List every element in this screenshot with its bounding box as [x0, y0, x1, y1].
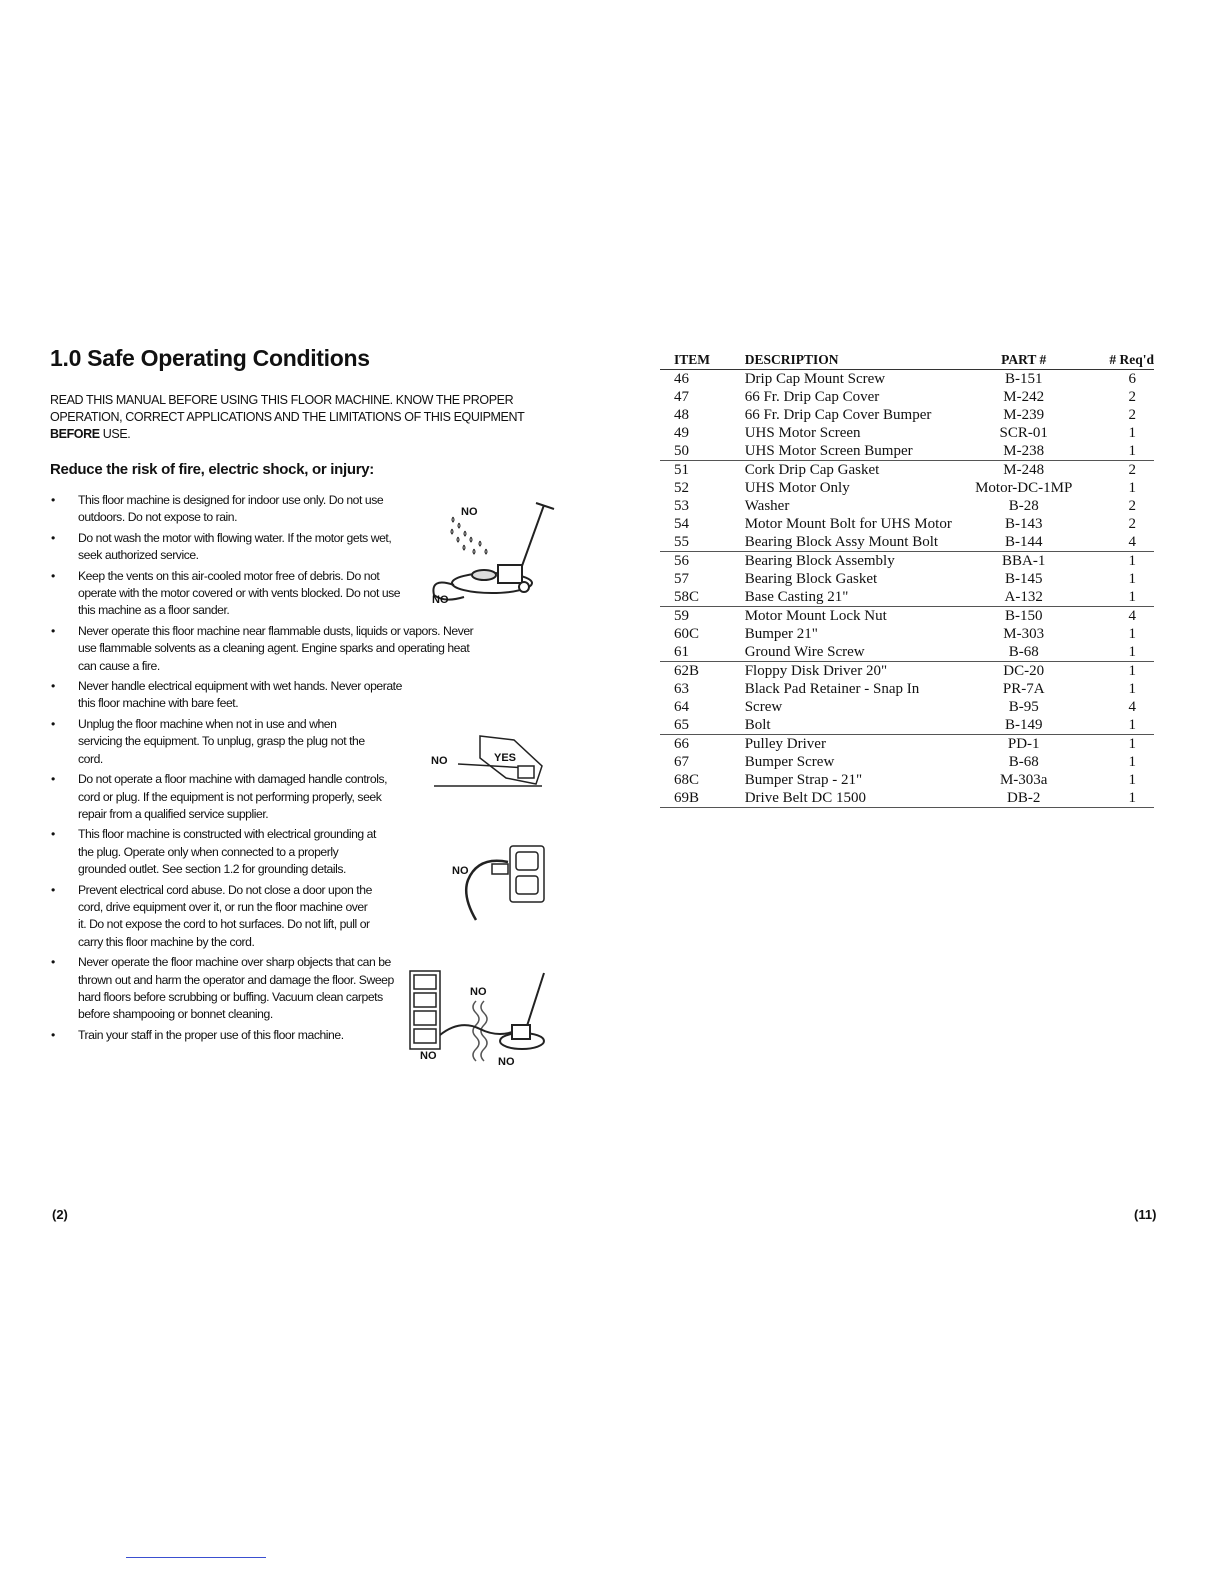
cell-part-number: B-144	[970, 533, 1078, 552]
col-req-header: # Req'd	[1078, 352, 1155, 370]
table-row	[660, 771, 1154, 789]
cell-item: 61	[660, 643, 745, 662]
table-row	[660, 570, 1154, 588]
table-row	[660, 533, 1154, 552]
cell-part-number: B-149	[970, 716, 1078, 735]
cell-qty-required: 1	[1128, 754, 1136, 770]
cell-qty-required: 4	[1078, 533, 1155, 552]
cell-description: Black Pad Retainer - Snap In	[744, 681, 920, 697]
cell-qty-required: 1	[1078, 716, 1155, 735]
cell-item: 68C	[674, 772, 700, 788]
cell-qty-required: 1	[1078, 588, 1155, 607]
cell-part-number: Motor-DC-1MP	[975, 480, 1073, 496]
col-item-header: ITEM	[660, 352, 745, 370]
safety-item: • This floor machine is designed for indoor use only. Do not use outdoors. Do not expose to rain.	[50, 492, 418, 527]
cell-description: Base Casting 21"	[745, 588, 970, 607]
unplug-illustration	[428, 728, 548, 790]
cell-qty-required: 1	[1128, 772, 1136, 788]
cell-part-number: M-303a	[999, 772, 1048, 788]
cell-item: 52	[674, 480, 689, 496]
cell-qty-required: 1	[1128, 553, 1136, 569]
cell-part-number: M-238	[970, 442, 1078, 461]
cell-part-number: PR-7A	[1002, 681, 1045, 697]
cell-part-number: DB-2	[970, 789, 1078, 808]
table-row	[660, 497, 1154, 515]
cell-part-number: B-150	[1004, 608, 1043, 624]
safety-item: • Never operate the floor machine over sharp objects that can be thrown out and harm the operator and damage the floor. Sweep hard floors before scrubbing or buffing. Vacuum clean carpets before shampooing or bonnet cleaning.	[50, 954, 398, 1024]
cell-description: Motor Mount Lock Nut	[744, 608, 887, 624]
cell-item: 46	[674, 371, 689, 387]
table-row	[660, 753, 1154, 771]
cell-part-number: B-28	[1008, 498, 1039, 514]
cell-qty-required: 1	[1078, 442, 1155, 461]
cell-description: Pulley Driver	[744, 736, 826, 752]
cell-item: 55	[660, 533, 745, 552]
cell-part-number: B-143	[1004, 516, 1043, 532]
table-row	[660, 479, 1154, 497]
cell-description: 66 Fr. Drip Cap Cover	[744, 389, 880, 405]
cell-part-number: B-68	[970, 643, 1078, 662]
cell-qty-required: 1	[1128, 425, 1136, 441]
table-header-row	[660, 352, 1154, 370]
parts-table-body	[660, 370, 1154, 808]
table-row	[660, 716, 1154, 735]
intro-paragraph	[50, 392, 570, 443]
plug-no-label: NO	[431, 755, 448, 767]
page-number-right: (11)	[1134, 1207, 1157, 1222]
table-row	[660, 552, 1154, 571]
cell-qty-required: 4	[1128, 608, 1136, 624]
safety-item: • Unplug the floor machine when not in use and when servicing the equipment. To unplug, grasp the plug not the cord.	[50, 716, 378, 768]
table-row	[660, 442, 1154, 461]
cell-description: UHS Motor Screen Bumper	[745, 442, 970, 461]
cord-no-label-3: NO	[498, 1056, 515, 1067]
intro-text-2: USE.	[99, 427, 131, 441]
cell-item: 66	[674, 736, 689, 752]
outlet-illustration	[450, 842, 550, 924]
cell-part-number: M-303	[1003, 626, 1045, 642]
cell-qty-required: 1	[1128, 681, 1136, 697]
floor-machine-icon	[440, 973, 544, 1049]
cell-item: 48	[674, 407, 689, 423]
safety-item: • Prevent electrical cord abuse. Do not close a door upon the cord, drive equipment over it, or run the floor machine over it. Do not expose the cord to hot surfaces. Do not lift, pull or carry this floor machine by the cord.	[50, 882, 378, 952]
table-row	[660, 625, 1154, 643]
plug-yes-label: YES	[494, 752, 517, 764]
cell-qty-required: 1	[1128, 736, 1136, 752]
hand-plug-icon	[434, 736, 542, 786]
cell-qty-required: 1	[1078, 643, 1155, 662]
cell-part-number: BBA-1	[1002, 553, 1046, 569]
rain-no-label-2: NO	[432, 594, 449, 606]
cell-item: 59	[674, 608, 689, 624]
cell-description: Cork Drip Cap Gasket	[744, 462, 880, 478]
cell-description: Motor Mount Bolt for UHS Motor	[744, 516, 952, 532]
intro-bold: BEFORE	[50, 427, 100, 441]
cell-qty-required: 2	[1128, 516, 1136, 532]
cell-description: Bumper Screw	[744, 754, 835, 770]
cell-item: 67	[674, 754, 689, 770]
intro-text-1: READ THIS MANUAL BEFORE USING THIS FLOOR MACHINE. KNOW THE PROPER OPERATION, CORRECT APPLICATIONS AND THE LIMITATIONS OF THIS EQUIPMENT	[50, 393, 525, 424]
col-part-header: PART #	[970, 352, 1078, 370]
cell-qty-required: 1	[1128, 480, 1136, 496]
page-number-left: (2)	[52, 1207, 68, 1222]
safety-item: • Keep the vents on this air-cooled motor free of debris. Do not operate with the motor covered or with vents blocked. Do not use this machine as a floor sander.	[50, 568, 418, 620]
table-row	[660, 588, 1154, 607]
floor-machine-icon	[433, 503, 554, 600]
cell-description: Drive Belt DC 1500	[745, 789, 970, 808]
table-row	[660, 461, 1154, 480]
cell-description: UHS Motor Only	[744, 480, 850, 496]
cell-item: 49	[674, 425, 689, 441]
cell-description: 66 Fr. Drip Cap Cover Bumper	[744, 407, 932, 423]
cell-item: 58C	[660, 588, 745, 607]
cell-item: 64	[674, 699, 689, 715]
cell-part-number: PD-1	[1007, 736, 1040, 752]
cord-no-label-1: NO	[470, 986, 487, 998]
footer-rule	[126, 1557, 266, 1558]
cell-item: 51	[674, 462, 689, 478]
cell-description: Bearing Block Assembly	[744, 553, 895, 569]
cell-qty-required: 1	[1128, 663, 1136, 679]
table-row	[660, 698, 1154, 716]
cell-item: 63	[674, 681, 689, 697]
safety-item: • Never operate this floor machine near flammable dusts, liquids or vapors. Never use flammable solvents as a cleaning agent. Engine sparks and operating heat can cause a fire.	[50, 623, 488, 675]
cell-part-number: B-95	[1008, 699, 1039, 715]
table-row	[660, 424, 1154, 442]
cell-description: Bumper 21"	[744, 626, 818, 642]
cell-item: 54	[674, 516, 689, 532]
cell-description: Drip Cap Mount Screw	[744, 371, 886, 387]
table-row	[660, 515, 1154, 533]
cell-description: Bolt	[745, 716, 970, 735]
cell-item: 69B	[660, 789, 745, 808]
safety-section	[50, 345, 570, 1047]
cell-part-number: M-242	[1003, 389, 1045, 405]
risk-subheading: Reduce the risk of fire, electric shock, or injury:	[50, 461, 374, 478]
raindrop-icon	[451, 517, 487, 554]
cell-part-number: B-68	[1008, 754, 1039, 770]
cell-part-number: DC-20	[1003, 663, 1045, 679]
table-row	[660, 789, 1154, 808]
cell-qty-required: 1	[1078, 789, 1155, 808]
cell-item: 53	[674, 498, 689, 514]
cell-description: Screw	[744, 699, 783, 715]
cell-part-number: B-151	[1004, 371, 1043, 387]
cell-description: Bumper Strap - 21"	[744, 772, 863, 788]
parts-table	[660, 352, 1154, 808]
table-row	[660, 370, 1154, 389]
cell-qty-required: 4	[1128, 699, 1136, 715]
safety-item: • Train your staff in the proper use of this floor machine.	[50, 1027, 488, 1044]
cell-item: 47	[674, 389, 689, 405]
table-row	[660, 607, 1154, 626]
outlet-icon	[466, 846, 544, 920]
cell-description: Floppy Disk Driver 20"	[744, 663, 888, 679]
safety-item: • Never handle electrical equipment with wet hands. Never operate this floor machine with bare feet.	[50, 678, 418, 713]
cell-item: 50	[660, 442, 745, 461]
section-title: 1.0 Safe Operating Conditions	[50, 345, 370, 371]
rain-machine-illustration	[428, 495, 563, 607]
cell-item: 62B	[674, 663, 700, 679]
table-row	[660, 388, 1154, 406]
col-description-header: DESCRIPTION	[745, 352, 970, 370]
table-row	[660, 662, 1154, 681]
table-row	[660, 735, 1154, 754]
table-row	[660, 643, 1154, 662]
table-row	[660, 680, 1154, 698]
cell-qty-required: 1	[1128, 626, 1136, 642]
cell-item: 65	[660, 716, 745, 735]
table-row	[660, 406, 1154, 424]
cell-part-number: M-248	[1003, 462, 1045, 478]
outlet-no-label: NO	[452, 865, 469, 877]
cell-part-number: A-132	[970, 588, 1078, 607]
cell-part-number: SCR-01	[999, 425, 1048, 441]
cord-abuse-illustration	[408, 965, 560, 1067]
cell-qty-required: 2	[1128, 498, 1136, 514]
cell-description: Bearing Block Assy Mount Bolt	[745, 533, 970, 552]
cell-item: 56	[674, 553, 689, 569]
cell-description: UHS Motor Screen	[744, 425, 861, 441]
cell-part-number: M-239	[1003, 407, 1045, 423]
cell-qty-required: 6	[1128, 371, 1136, 387]
safety-item: • Do not operate a floor machine with damaged handle controls, cord or plug. If the equipment is not performing properly, seek repair from a qualified service supplier.	[50, 771, 388, 823]
safety-item: • Do not wash the motor with flowing water. If the motor gets wet, seek authorized service.	[50, 530, 418, 565]
cell-description: Washer	[744, 498, 790, 514]
safety-item: • This floor machine is constructed with electrical grounding at the plug. Operate only when connected to a properly grounded outlet. See section 1.2 for grounding details.	[50, 826, 378, 878]
cell-description: Ground Wire Screw	[745, 643, 970, 662]
cell-qty-required: 2	[1128, 462, 1136, 478]
cell-item: 60C	[674, 626, 700, 642]
cell-part-number: B-145	[1004, 571, 1043, 587]
cell-item: 57	[674, 571, 689, 587]
cell-qty-required: 2	[1128, 407, 1136, 423]
cell-description: Bearing Block Gasket	[744, 571, 878, 587]
cord-no-label-2: NO	[420, 1050, 437, 1062]
cell-qty-required: 2	[1128, 389, 1136, 405]
rain-no-label-1: NO	[461, 506, 478, 518]
cell-qty-required: 1	[1128, 571, 1136, 587]
door-icon	[410, 971, 440, 1049]
